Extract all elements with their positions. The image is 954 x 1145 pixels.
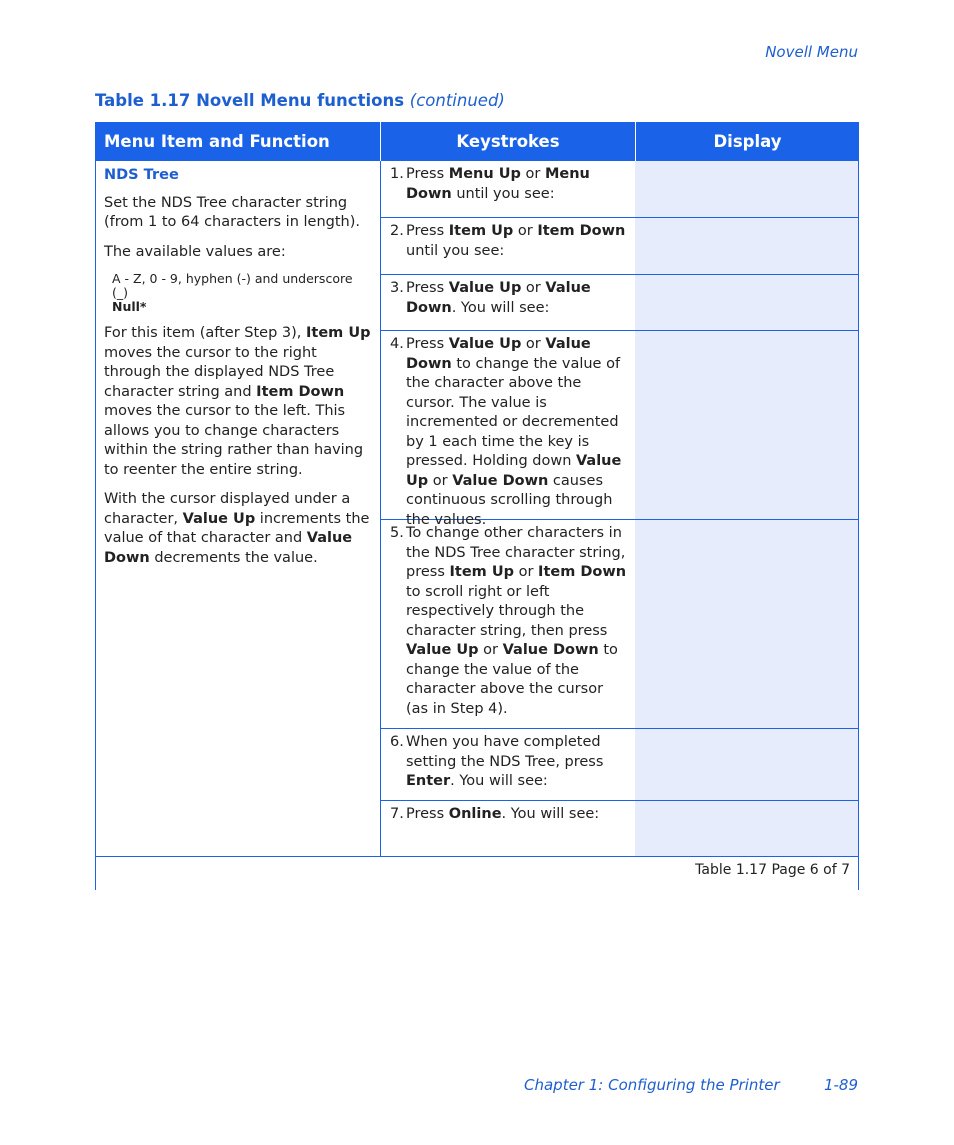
step-text: [406, 733, 629, 800]
key-name: Value Up: [182, 510, 256, 527]
header-keystrokes: Keystrokes: [381, 122, 636, 161]
text-run: . You will see:: [501, 806, 600, 822]
text-run: To change other characters in the NDS Tree character string, press: [406, 525, 626, 580]
key-name: Value Up: [448, 336, 522, 352]
step-number: 5.: [390, 525, 404, 541]
menu-item-description: Set the NDS Tree character string (from 1 to 64 characters in length).: [104, 194, 360, 230]
header-menu-item: Menu Item and Function: [95, 122, 381, 161]
header-display: Display: [713, 132, 782, 151]
step-text: [406, 279, 629, 330]
display-cell: [635, 161, 859, 217]
table-body: [95, 161, 859, 857]
table-header-row: [95, 122, 859, 161]
text-run: or: [478, 642, 503, 658]
table-footer-row: [95, 857, 859, 890]
text-run: or: [521, 280, 546, 296]
key-name: Value Down: [452, 472, 549, 489]
text-run: Press: [406, 336, 449, 352]
text-run: or: [428, 472, 453, 489]
keystroke-cell: [381, 729, 635, 800]
values-range: A - Z, 0 - 9, hyphen (-) and underscore (_): [112, 271, 353, 300]
display-cell: [635, 729, 859, 800]
key-name: Value Up: [406, 642, 479, 658]
key-name: Value Down: [406, 280, 591, 316]
key-name: Value Up: [406, 453, 622, 489]
key-name: Menu Down: [406, 166, 590, 202]
step-row: [381, 520, 859, 729]
text-run: until you see:: [451, 185, 555, 202]
display-cell: [635, 275, 859, 330]
available-values-label: The available values are:: [104, 243, 286, 260]
step-row: [381, 801, 859, 856]
footer-page-number: 1-89: [823, 1076, 858, 1094]
text-run: . You will see:: [450, 773, 548, 789]
table-page-note: Table 1.17 Page 6 of 7: [695, 862, 850, 878]
key-name: Item Up: [449, 564, 514, 580]
text-run: Press: [406, 280, 449, 296]
menu-item-title: NDS Tree: [104, 167, 179, 183]
key-name: Value Down: [406, 336, 591, 372]
step-text: [406, 335, 629, 528]
keystroke-cell: [381, 331, 635, 528]
table-caption-continued: (continued): [409, 91, 505, 110]
text-run: or: [521, 336, 546, 352]
text-run: to scroll right or left respectively through the character string, then press: [406, 583, 608, 639]
footer-chapter: Chapter 1: Configuring the Printer: [524, 1076, 780, 1094]
keystroke-cell: [381, 801, 635, 856]
step-text: [406, 165, 629, 217]
text-run: When you have completed setting the NDS Tree, press: [406, 734, 604, 770]
text-run: or: [513, 223, 538, 239]
values-null: Null*: [112, 299, 147, 314]
step-number: 4.: [390, 336, 404, 352]
table-caption-label: Table 1.17 Novell Menu functions: [95, 91, 405, 110]
step-number: 1.: [390, 166, 404, 182]
text-run: Press: [406, 166, 449, 182]
text-run: causes continuous scrolling through the values.: [406, 472, 613, 528]
text-run: increments the value of that character and: [104, 510, 370, 546]
value-instructions: [104, 490, 372, 568]
available-values: [104, 272, 372, 314]
text-run: moves the cursor to the right through the displayed NDS Tree character string and: [104, 344, 335, 400]
novell-menu-table: [95, 122, 859, 857]
key-name: Enter: [406, 773, 451, 789]
text-run: moves the cursor to the left. This allows you to change characters within the string rather than having to reenter the entire string.: [104, 403, 364, 478]
step-row: [381, 218, 859, 275]
text-run: For this item (after Step 3),: [104, 325, 306, 341]
menu-item-cell: [96, 161, 381, 856]
step-row: [381, 729, 859, 801]
step-text: [406, 805, 629, 856]
key-name: Item Down: [256, 383, 345, 400]
display-cell: [635, 520, 859, 728]
cursor-instructions: [104, 324, 372, 480]
key-name: Item Down: [537, 223, 626, 239]
running-head: Novell Menu: [765, 43, 858, 61]
key-name: Value Down: [104, 530, 353, 566]
text-run: Press: [406, 223, 449, 239]
keystroke-cell: [381, 275, 635, 330]
table-caption: [95, 91, 505, 110]
text-run: or: [520, 166, 545, 182]
step-text: [406, 524, 629, 728]
step-number: 7.: [390, 806, 404, 822]
text-run: With the cursor displayed under a character,: [104, 491, 351, 527]
text-run: decrements the value.: [149, 549, 318, 566]
key-name: Item Up: [306, 325, 371, 341]
key-name: Menu Up: [448, 166, 521, 182]
text-run: or: [513, 564, 539, 580]
text-run: to change the value of the character above the cursor (as in Step 4).: [406, 642, 618, 717]
display-cell: [635, 218, 859, 274]
step-number: 2.: [390, 223, 404, 239]
display-cell: [635, 331, 859, 519]
key-name: Item Up: [448, 223, 514, 239]
step-number: 6.: [390, 734, 404, 750]
text-run: to change the value of the character above the cursor. The value is incremented or decremented by 1 each time the key is pressed. Holding down: [406, 355, 621, 469]
step-text: [406, 222, 629, 274]
keystroke-cell: [381, 161, 635, 217]
step-row: [381, 331, 859, 528]
key-name: Value Up: [448, 280, 522, 296]
key-name: Item Down: [538, 564, 627, 580]
text-run: Press: [406, 806, 449, 822]
step-number: 3.: [390, 280, 404, 296]
text-run: . You will see:: [451, 299, 550, 316]
step-row: [381, 275, 859, 331]
key-name: Value Down: [502, 642, 599, 658]
display-cell: [635, 801, 859, 856]
keystroke-cell: [381, 520, 635, 728]
step-row: [381, 161, 859, 218]
key-name: Online: [448, 806, 502, 822]
keystroke-cell: [381, 218, 635, 274]
text-run: until you see:: [406, 242, 505, 259]
